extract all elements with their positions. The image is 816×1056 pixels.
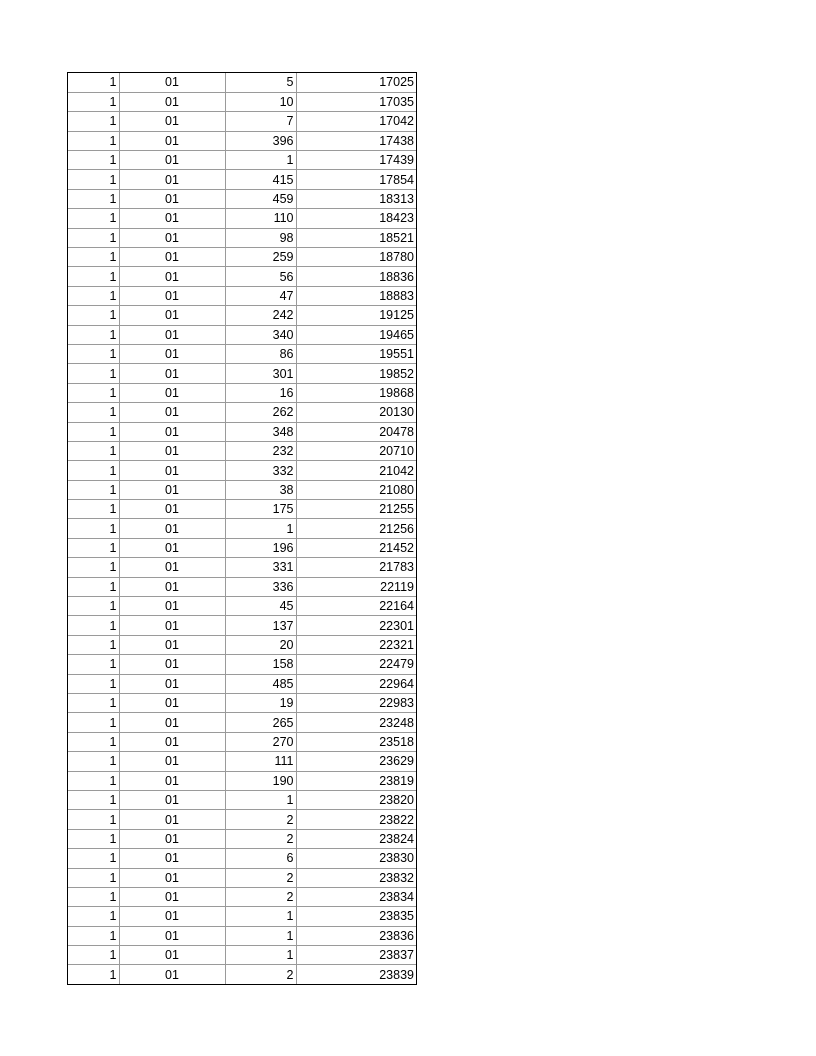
col-2-cell: 01 xyxy=(119,383,225,402)
col-3-cell: 301 xyxy=(225,364,296,383)
col-3-cell: 340 xyxy=(225,325,296,344)
col-3-cell: 6 xyxy=(225,849,296,868)
col-3-cell: 2 xyxy=(225,887,296,906)
col-4-cell: 17042 xyxy=(296,112,416,131)
col-4-cell: 23835 xyxy=(296,907,416,926)
table-row xyxy=(68,694,416,713)
table-row xyxy=(68,771,416,790)
table-row xyxy=(68,286,416,305)
col-1-cell: 1 xyxy=(68,810,119,829)
col-1-cell: 1 xyxy=(68,635,119,654)
col-2-cell: 01 xyxy=(119,422,225,441)
col-2-cell: 01 xyxy=(119,286,225,305)
col-4-cell: 22164 xyxy=(296,597,416,616)
col-3-cell: 1 xyxy=(225,907,296,926)
col-4-cell: 20130 xyxy=(296,403,416,422)
table-row xyxy=(68,480,416,499)
col-4-cell: 21042 xyxy=(296,461,416,480)
data-table xyxy=(68,73,416,984)
col-1-cell: 1 xyxy=(68,616,119,635)
col-1-cell: 1 xyxy=(68,849,119,868)
col-4-cell: 23820 xyxy=(296,790,416,809)
col-1-cell: 1 xyxy=(68,441,119,460)
col-1-cell: 1 xyxy=(68,92,119,111)
col-4-cell: 18883 xyxy=(296,286,416,305)
col-3-cell: 1 xyxy=(225,790,296,809)
col-4-cell: 17025 xyxy=(296,73,416,92)
col-4-cell: 18313 xyxy=(296,189,416,208)
col-3-cell: 111 xyxy=(225,752,296,771)
col-3-cell: 348 xyxy=(225,422,296,441)
col-4-cell: 23248 xyxy=(296,713,416,732)
col-1-cell: 1 xyxy=(68,558,119,577)
col-4-cell: 18521 xyxy=(296,228,416,247)
col-3-cell: 265 xyxy=(225,713,296,732)
col-4-cell: 19868 xyxy=(296,383,416,402)
table-row xyxy=(68,849,416,868)
col-3-cell: 270 xyxy=(225,732,296,751)
table-row xyxy=(68,558,416,577)
col-4-cell: 22301 xyxy=(296,616,416,635)
col-4-cell: 23629 xyxy=(296,752,416,771)
col-2-cell: 01 xyxy=(119,752,225,771)
col-2-cell: 01 xyxy=(119,500,225,519)
col-3-cell: 47 xyxy=(225,286,296,305)
table-row xyxy=(68,635,416,654)
col-3-cell: 20 xyxy=(225,635,296,654)
col-2-cell: 01 xyxy=(119,616,225,635)
col-1-cell: 1 xyxy=(68,946,119,965)
col-3-cell: 262 xyxy=(225,403,296,422)
table-row xyxy=(68,422,416,441)
table-row xyxy=(68,441,416,460)
col-2-cell: 01 xyxy=(119,597,225,616)
col-4-cell: 21080 xyxy=(296,480,416,499)
table-row xyxy=(68,829,416,848)
col-2-cell: 01 xyxy=(119,868,225,887)
col-1-cell: 1 xyxy=(68,131,119,150)
table-row xyxy=(68,926,416,945)
table-row xyxy=(68,151,416,170)
table-row xyxy=(68,344,416,363)
col-1-cell: 1 xyxy=(68,713,119,732)
col-1-cell: 1 xyxy=(68,752,119,771)
col-1-cell: 1 xyxy=(68,344,119,363)
col-4-cell: 23830 xyxy=(296,849,416,868)
col-2-cell: 01 xyxy=(119,248,225,267)
col-3-cell: 5 xyxy=(225,73,296,92)
col-3-cell: 459 xyxy=(225,189,296,208)
col-2-cell: 01 xyxy=(119,131,225,150)
table-row xyxy=(68,616,416,635)
col-1-cell: 1 xyxy=(68,500,119,519)
table-row xyxy=(68,461,416,480)
col-2-cell: 01 xyxy=(119,480,225,499)
table-row xyxy=(68,209,416,228)
col-1-cell: 1 xyxy=(68,926,119,945)
col-1-cell: 1 xyxy=(68,597,119,616)
col-4-cell: 23822 xyxy=(296,810,416,829)
col-2-cell: 01 xyxy=(119,73,225,92)
col-4-cell: 18780 xyxy=(296,248,416,267)
col-3-cell: 1 xyxy=(225,946,296,965)
col-1-cell: 1 xyxy=(68,674,119,693)
col-1-cell: 1 xyxy=(68,267,119,286)
col-3-cell: 2 xyxy=(225,868,296,887)
col-3-cell: 196 xyxy=(225,538,296,557)
table-row xyxy=(68,732,416,751)
col-2-cell: 01 xyxy=(119,558,225,577)
col-1-cell: 1 xyxy=(68,694,119,713)
col-3-cell: 110 xyxy=(225,209,296,228)
col-1-cell: 1 xyxy=(68,655,119,674)
col-1-cell: 1 xyxy=(68,965,119,984)
col-4-cell: 17438 xyxy=(296,131,416,150)
col-2-cell: 01 xyxy=(119,771,225,790)
col-2-cell: 01 xyxy=(119,325,225,344)
col-3-cell: 175 xyxy=(225,500,296,519)
col-3-cell: 86 xyxy=(225,344,296,363)
col-2-cell: 01 xyxy=(119,946,225,965)
col-1-cell: 1 xyxy=(68,228,119,247)
table-row xyxy=(68,267,416,286)
col-1-cell: 1 xyxy=(68,887,119,906)
col-3-cell: 242 xyxy=(225,306,296,325)
col-2-cell: 01 xyxy=(119,732,225,751)
col-2-cell: 01 xyxy=(119,635,225,654)
table-row xyxy=(68,713,416,732)
col-4-cell: 23819 xyxy=(296,771,416,790)
col-1-cell: 1 xyxy=(68,383,119,402)
table-row xyxy=(68,306,416,325)
col-1-cell: 1 xyxy=(68,306,119,325)
col-2-cell: 01 xyxy=(119,170,225,189)
col-1-cell: 1 xyxy=(68,325,119,344)
table-row xyxy=(68,189,416,208)
col-1-cell: 1 xyxy=(68,519,119,538)
col-2-cell: 01 xyxy=(119,344,225,363)
table-row xyxy=(68,887,416,906)
table-row xyxy=(68,403,416,422)
table-row xyxy=(68,92,416,111)
table-row xyxy=(68,170,416,189)
col-1-cell: 1 xyxy=(68,790,119,809)
table-row xyxy=(68,674,416,693)
col-3-cell: 2 xyxy=(225,829,296,848)
col-4-cell: 19465 xyxy=(296,325,416,344)
table-row xyxy=(68,868,416,887)
col-1-cell: 1 xyxy=(68,907,119,926)
col-3-cell: 19 xyxy=(225,694,296,713)
col-4-cell: 20710 xyxy=(296,441,416,460)
col-4-cell: 23834 xyxy=(296,887,416,906)
col-2-cell: 01 xyxy=(119,849,225,868)
col-2-cell: 01 xyxy=(119,364,225,383)
col-4-cell: 23832 xyxy=(296,868,416,887)
col-4-cell: 17439 xyxy=(296,151,416,170)
table-row xyxy=(68,131,416,150)
col-2-cell: 01 xyxy=(119,965,225,984)
col-2-cell: 01 xyxy=(119,907,225,926)
col-1-cell: 1 xyxy=(68,189,119,208)
col-2-cell: 01 xyxy=(119,267,225,286)
col-4-cell: 22983 xyxy=(296,694,416,713)
col-4-cell: 20478 xyxy=(296,422,416,441)
data-table-body xyxy=(68,73,416,984)
col-1-cell: 1 xyxy=(68,868,119,887)
table-row xyxy=(68,810,416,829)
col-3-cell: 332 xyxy=(225,461,296,480)
col-1-cell: 1 xyxy=(68,829,119,848)
col-1-cell: 1 xyxy=(68,364,119,383)
col-3-cell: 1 xyxy=(225,926,296,945)
col-2-cell: 01 xyxy=(119,519,225,538)
col-4-cell: 23518 xyxy=(296,732,416,751)
table-row xyxy=(68,752,416,771)
col-2-cell: 01 xyxy=(119,655,225,674)
col-3-cell: 415 xyxy=(225,170,296,189)
col-1-cell: 1 xyxy=(68,422,119,441)
col-3-cell: 10 xyxy=(225,92,296,111)
table-row xyxy=(68,228,416,247)
table-row xyxy=(68,907,416,926)
col-1-cell: 1 xyxy=(68,151,119,170)
col-2-cell: 01 xyxy=(119,306,225,325)
col-2-cell: 01 xyxy=(119,538,225,557)
col-4-cell: 23824 xyxy=(296,829,416,848)
col-2-cell: 01 xyxy=(119,189,225,208)
col-3-cell: 56 xyxy=(225,267,296,286)
col-3-cell: 16 xyxy=(225,383,296,402)
col-3-cell: 38 xyxy=(225,480,296,499)
col-3-cell: 2 xyxy=(225,965,296,984)
col-3-cell: 45 xyxy=(225,597,296,616)
col-1-cell: 1 xyxy=(68,73,119,92)
col-4-cell: 17035 xyxy=(296,92,416,111)
col-3-cell: 137 xyxy=(225,616,296,635)
table-row xyxy=(68,500,416,519)
col-4-cell: 21255 xyxy=(296,500,416,519)
col-4-cell: 23837 xyxy=(296,946,416,965)
col-1-cell: 1 xyxy=(68,461,119,480)
col-3-cell: 232 xyxy=(225,441,296,460)
table-row xyxy=(68,383,416,402)
col-3-cell: 98 xyxy=(225,228,296,247)
col-1-cell: 1 xyxy=(68,577,119,596)
col-3-cell: 336 xyxy=(225,577,296,596)
col-2-cell: 01 xyxy=(119,403,225,422)
data-table-container xyxy=(67,72,417,985)
table-row xyxy=(68,655,416,674)
col-3-cell: 1 xyxy=(225,519,296,538)
col-1-cell: 1 xyxy=(68,538,119,557)
col-3-cell: 259 xyxy=(225,248,296,267)
table-row xyxy=(68,519,416,538)
col-2-cell: 01 xyxy=(119,790,225,809)
col-2-cell: 01 xyxy=(119,461,225,480)
table-row xyxy=(68,248,416,267)
col-3-cell: 158 xyxy=(225,655,296,674)
col-4-cell: 21452 xyxy=(296,538,416,557)
col-4-cell: 21783 xyxy=(296,558,416,577)
col-2-cell: 01 xyxy=(119,112,225,131)
col-4-cell: 18836 xyxy=(296,267,416,286)
col-4-cell: 23836 xyxy=(296,926,416,945)
table-row xyxy=(68,965,416,984)
col-4-cell: 19551 xyxy=(296,344,416,363)
table-row xyxy=(68,577,416,596)
table-row xyxy=(68,538,416,557)
col-1-cell: 1 xyxy=(68,286,119,305)
table-row xyxy=(68,597,416,616)
col-4-cell: 19125 xyxy=(296,306,416,325)
col-4-cell: 17854 xyxy=(296,170,416,189)
col-4-cell: 22964 xyxy=(296,674,416,693)
col-2-cell: 01 xyxy=(119,674,225,693)
col-4-cell: 23839 xyxy=(379,967,414,982)
col-4-cell: 22321 xyxy=(296,635,416,654)
table-row xyxy=(68,73,416,92)
table-row xyxy=(68,946,416,965)
col-4-cell: 22119 xyxy=(296,577,416,596)
table-row xyxy=(68,364,416,383)
col-3-cell: 190 xyxy=(225,771,296,790)
col-1-cell: 1 xyxy=(68,771,119,790)
col-2-cell: 01 xyxy=(119,151,225,170)
table-row xyxy=(68,790,416,809)
col-3-cell: 396 xyxy=(225,131,296,150)
col-1-cell: 1 xyxy=(68,732,119,751)
col-2-cell: 01 xyxy=(119,209,225,228)
col-3-cell: 7 xyxy=(225,112,296,131)
col-2-cell: 01 xyxy=(119,810,225,829)
col-3-cell: 1 xyxy=(225,151,296,170)
col-1-cell: 1 xyxy=(68,112,119,131)
col-4-cell: 18423 xyxy=(296,209,416,228)
col-4-cell: 22479 xyxy=(296,655,416,674)
col-1-cell: 1 xyxy=(68,209,119,228)
table-row xyxy=(68,112,416,131)
col-2-cell: 01 xyxy=(119,926,225,945)
col-4-cell: 19852 xyxy=(296,364,416,383)
col-1-cell: 1 xyxy=(68,480,119,499)
col-3-cell: 2 xyxy=(225,810,296,829)
col-2-cell: 01 xyxy=(119,577,225,596)
col-2-cell: 01 xyxy=(119,887,225,906)
col-2-cell: 01 xyxy=(119,694,225,713)
col-2-cell: 01 xyxy=(119,829,225,848)
col-1-cell: 1 xyxy=(68,248,119,267)
col-2-cell: 01 xyxy=(119,228,225,247)
col-2-cell: 01 xyxy=(119,92,225,111)
col-3-cell: 485 xyxy=(225,674,296,693)
col-2-cell: 01 xyxy=(119,441,225,460)
col-1-cell: 1 xyxy=(68,403,119,422)
col-1-cell: 1 xyxy=(68,170,119,189)
col-2-cell: 01 xyxy=(119,713,225,732)
table-row xyxy=(68,325,416,344)
col-3-cell: 331 xyxy=(225,558,296,577)
col-4-cell: 21256 xyxy=(296,519,416,538)
